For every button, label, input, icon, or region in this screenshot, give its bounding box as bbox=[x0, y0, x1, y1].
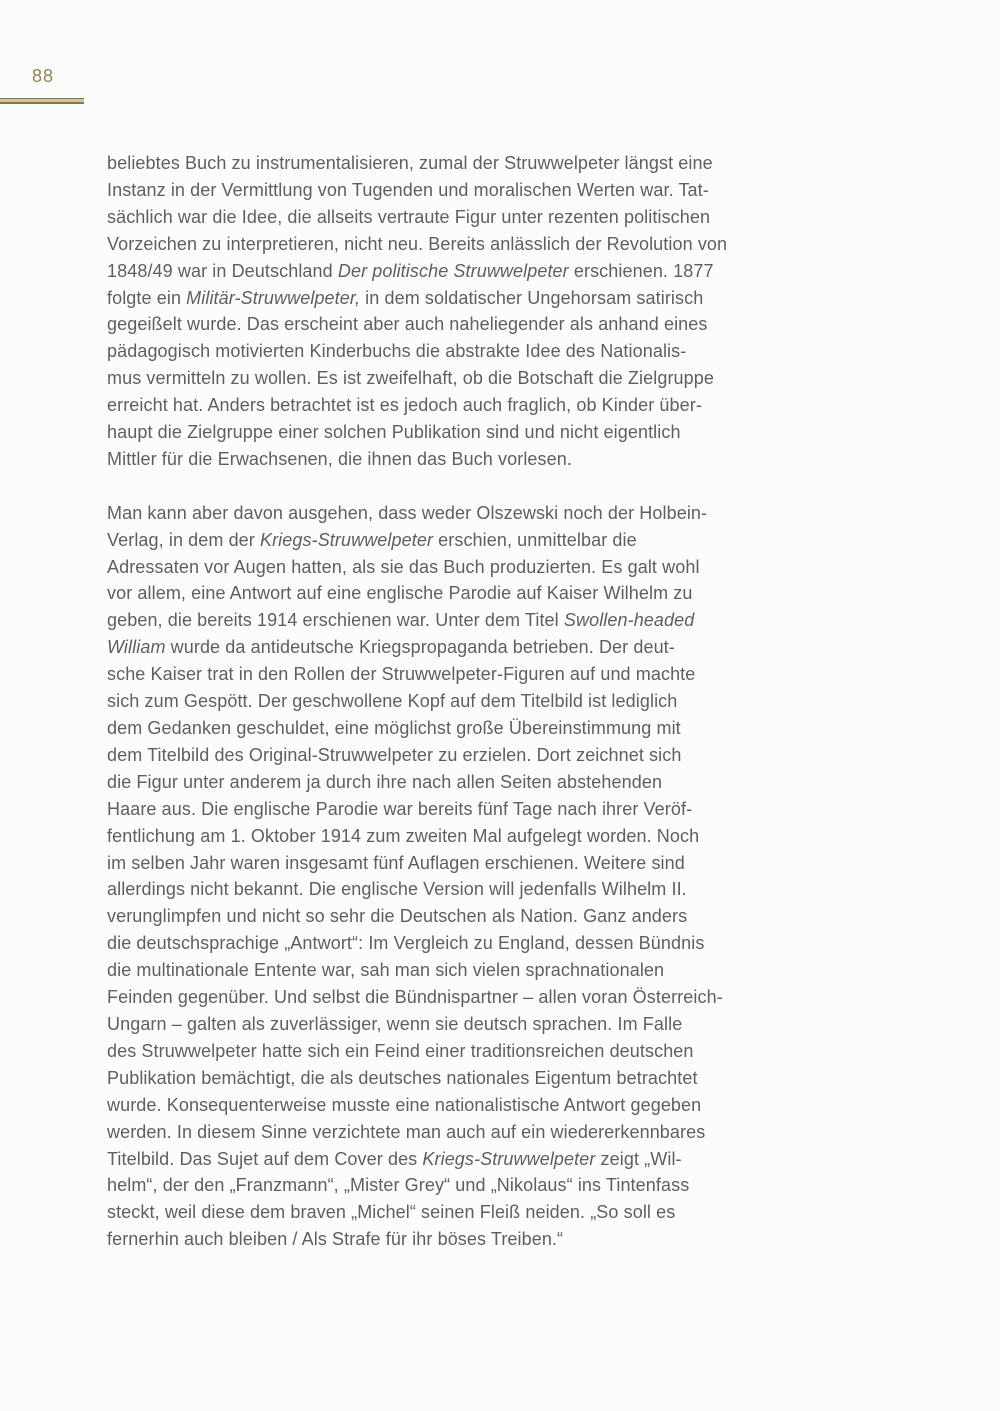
body-text-segment: des Struwwelpeter hatte sich ein Feind einer traditionsreichen deutschen bbox=[107, 1040, 694, 1061]
body-text-segment: steckt, weil diese dem braven „Michel“ seinen Fleiß neiden. „So soll es bbox=[107, 1202, 676, 1223]
body-text bbox=[107, 150, 807, 1280]
text-line bbox=[107, 742, 807, 769]
body-text-segment: Instanz in der Vermittlung von Tugenden und moralischen Werten war. Tat- bbox=[107, 179, 709, 200]
text-line bbox=[107, 715, 807, 742]
header-double-rule bbox=[0, 98, 84, 104]
body-text-segment: dem Gedanken geschuldet, eine möglichst große Übereinstimmung mit bbox=[107, 718, 681, 739]
body-text-segment: allerdings nicht bekannt. Die englische Version will jedenfalls Wilhelm II. bbox=[107, 879, 687, 900]
italic-title-text: Der politische Struwwelpeter bbox=[337, 260, 569, 281]
italic-title-text: Militär-Struwwelpeter, bbox=[186, 287, 361, 308]
body-text-segment: in dem soldatischer Ungehorsam satirisch bbox=[360, 287, 704, 308]
text-line bbox=[107, 204, 807, 231]
body-text-segment: gegeißelt wurde. Das erscheint aber auch naheliegender als anhand eines bbox=[107, 314, 708, 335]
text-line bbox=[107, 285, 807, 312]
text-line bbox=[107, 634, 807, 661]
text-line bbox=[107, 392, 807, 419]
body-text-segment: fernerhin auch bleiben / Als Strafe für ihr böses Treiben.“ bbox=[107, 1229, 564, 1250]
body-text-segment: im selben Jahr waren insgesamt fünf Auflagen erschienen. Weitere sind bbox=[107, 852, 685, 873]
body-text-segment: beliebtes Buch zu instrumentalisieren, zumal der Struwwelpeter längst eine bbox=[107, 153, 713, 173]
body-text-segment: Adressaten vor Augen hatten, als sie das Buch produzierten. Es galt wohl bbox=[107, 556, 700, 577]
text-line bbox=[107, 1011, 807, 1038]
text-line bbox=[107, 1119, 807, 1146]
body-text-segment: die deutschsprachige „Antwort“: Im Vergleich zu England, dessen Bündnis bbox=[107, 933, 705, 954]
text-line bbox=[107, 500, 807, 527]
text-line bbox=[107, 903, 807, 930]
body-text-segment: Titelbild. Das Sujet auf dem Cover des bbox=[107, 1148, 423, 1169]
body-text-segment: Haare aus. Die englische Parodie war bereits fünf Tage nach ihrer Veröf- bbox=[107, 798, 693, 819]
italic-title-text: Kriegs-Struwwelpeter bbox=[422, 1148, 596, 1169]
body-text-segment: Publikation bemächtigt, die als deutsches nationales Eigentum betrachtet bbox=[107, 1067, 698, 1088]
body-text-segment: erschienen. 1877 bbox=[568, 260, 714, 281]
text-line bbox=[107, 554, 807, 581]
text-line bbox=[107, 769, 807, 796]
italic-title-text: Kriegs-Struwwelpeter bbox=[259, 529, 434, 550]
text-line bbox=[107, 661, 807, 688]
text-line bbox=[107, 231, 807, 258]
text-line bbox=[107, 1172, 807, 1199]
text-line bbox=[107, 796, 807, 823]
body-text-segment: sich zum Gespött. Der geschwollene Kopf auf dem Titelbild ist lediglich bbox=[107, 691, 678, 712]
paragraph bbox=[107, 150, 807, 473]
text-line bbox=[107, 1226, 807, 1253]
page-number: 88 bbox=[32, 66, 55, 86]
text-line bbox=[107, 1146, 807, 1173]
body-text-segment: die multinationale Entente war, sah man sich vielen sprachnationalen bbox=[107, 960, 665, 981]
text-line bbox=[107, 957, 807, 984]
paragraph bbox=[107, 500, 807, 1253]
body-text-segment: Feinden gegenüber. Und selbst die Bündnispartner – allen voran Österreich- bbox=[107, 987, 723, 1008]
body-text-segment: pädagogisch motivierten Kinderbuchs die abstrakte Idee des Nationalis- bbox=[107, 341, 687, 362]
text-line bbox=[107, 1038, 807, 1065]
body-text-segment: erschien, unmittelbar die bbox=[433, 529, 637, 550]
body-text-segment: werden. In diesem Sinne verzichtete man auch auf ein wiedererkennbares bbox=[107, 1121, 706, 1142]
text-line bbox=[107, 258, 807, 285]
body-text-segment: wurde da antideutsche Kriegspropaganda betrieben. Der deut- bbox=[165, 637, 675, 658]
body-text-segment: 1848/49 war in Deutschland bbox=[107, 260, 338, 281]
text-line bbox=[107, 1199, 807, 1226]
italic-title-text: Swollen-headed bbox=[563, 610, 695, 631]
body-text-segment: Vorzeichen zu interpretieren, nicht neu. Bereits anlässlich der Revolution von bbox=[107, 233, 728, 254]
body-text-segment: sächlich war die Idee, die allseits vertraute Figur unter rezenten politischen bbox=[107, 206, 711, 227]
text-line bbox=[107, 607, 807, 634]
text-line bbox=[107, 311, 807, 338]
text-line bbox=[107, 984, 807, 1011]
text-line bbox=[107, 446, 807, 473]
body-text-segment: geben, die bereits 1914 erschienen war. Unter dem Titel bbox=[107, 610, 564, 631]
body-text-segment: mus vermitteln zu wollen. Es ist zweifelhaft, ob die Botschaft die Zielgruppe bbox=[107, 368, 714, 389]
body-text-segment: fentlichung am 1. Oktober 1914 zum zweiten Mal aufgelegt worden. Noch bbox=[107, 825, 700, 846]
text-line bbox=[107, 850, 807, 877]
body-text-segment: erreicht hat. Anders betrachtet ist es jedoch auch fraglich, ob Kinder über- bbox=[107, 395, 702, 416]
body-text-segment: Mittler für die Erwachsenen, die ihnen das Buch vorlesen. bbox=[107, 448, 572, 469]
italic-title-text: William bbox=[107, 637, 166, 658]
text-line bbox=[107, 527, 807, 554]
body-text-segment: die Figur unter anderem ja durch ihre nach allen Seiten abstehenden bbox=[107, 771, 663, 792]
body-text-segment: Verlag, in dem der bbox=[107, 529, 260, 550]
text-line bbox=[107, 365, 807, 392]
body-text-segment: wurde. Konsequenterweise musste eine nationalistische Antwort gegeben bbox=[107, 1094, 702, 1115]
text-line bbox=[107, 1092, 807, 1119]
body-text-segment: verunglimpfen und nicht so sehr die Deutschen als Nation. Ganz anders bbox=[107, 906, 688, 927]
text-line bbox=[107, 419, 807, 446]
text-line bbox=[107, 876, 807, 903]
body-text-segment: folgte ein bbox=[107, 287, 187, 308]
text-line bbox=[107, 338, 807, 365]
body-text-segment: sche Kaiser trat in den Rollen der Struwwelpeter-Figuren auf und machte bbox=[107, 664, 696, 685]
body-text-segment: vor allem, eine Antwort auf eine englische Parodie auf Kaiser Wilhelm zu bbox=[107, 583, 693, 604]
text-line bbox=[107, 150, 807, 177]
body-text-segment: haupt die Zielgruppe einer solchen Publikation sind und nicht eigentlich bbox=[107, 422, 681, 443]
body-text-segment: dem Titelbild des Original-Struwwelpeter zu erzielen. Dort zeichnet sich bbox=[107, 744, 682, 765]
text-line bbox=[107, 177, 807, 204]
text-line bbox=[107, 930, 807, 957]
text-line bbox=[107, 823, 807, 850]
body-text-segment: Man kann aber davon ausgehen, dass weder Olszewski noch der Holbein- bbox=[107, 502, 708, 523]
text-line bbox=[107, 1065, 807, 1092]
body-text-segment: helm“, der den „Franzmann“, „Mister Grey“ und „Nikolaus“ ins Tintenfass bbox=[107, 1175, 690, 1196]
body-text-segment: zeigt „Wil- bbox=[595, 1148, 682, 1169]
body-text-segment: Ungarn – galten als zuverlässiger, wenn sie deutsch sprachen. Im Falle bbox=[107, 1013, 683, 1034]
text-line bbox=[107, 688, 807, 715]
text-line bbox=[107, 580, 807, 607]
